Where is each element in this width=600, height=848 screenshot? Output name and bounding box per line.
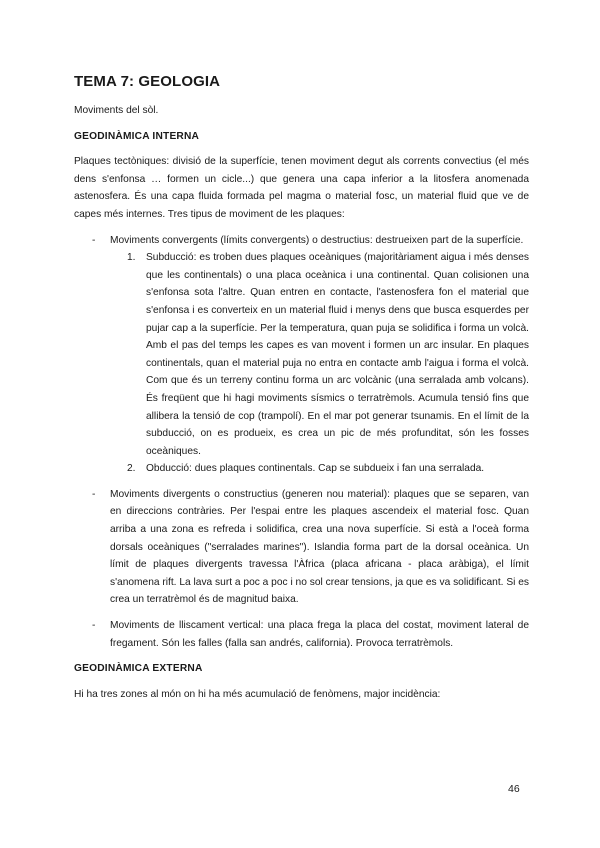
list-item-text: Moviments divergents o constructius (generen nou material): plaques que se separen, van en direccions contràries. Per l'espai entre les plaques ascendeix el material fosc. Quan arriba a una zona es refreda i solidifica, crea una nova superfície. Si està a l'oceà forma dorsals oceàniques ("serralades marines"). Islandia forma part de la dorsal oceànica. Un límit de plaques divergents travessa l'Àfrica (placa africana - placa aràbiga), el límit s'anomena rift. La lava surt a poc a poc i no sol crear tensions, ja que es va solidificant. Si es crea un terratrèmol és de magnitud baixa. <box>110 488 529 606</box>
sublist-item-obduction <box>110 460 529 478</box>
list-item-divergent <box>74 486 529 609</box>
sublist-item-text: Subducció: es troben dues plaques oceàniques (majoritàriament aigua i més denses que les continentals) o una placa oceànica i una continental. Quan colisionen una s'enfonsa sota l'altre. Quan entren en contacte, l'astenosfera fon el material que s'enfonsa i es converteix en un material fluid i menys dens que busca esquerdes per pujar cap a la superfície. Per la temperatura, quan puja se solidifica i forma un volcà. Amb el pas del temps les capes es van movent i formen un arc insular. En plaques continentals, quan el material puja no entra en contacte amb l'aigua i forma el volcà. Com que és un terreny continu forma un arc volcànic (una serralada amb volcans). És freqüent que hi hagi moviments sísmics o terratrèmols. Acumula tensió fins que allibera la tensió de cop (trampolí). En el mar pot generar tsunamis. En el límit de la subducció, on es produeix, es crea un pic de més profunditat, són les fosses oceàniques. <box>146 252 529 457</box>
list-item-text: Moviments de lliscament vertical: una placa frega la placa del costat, moviment lateral de fregament. Són les falles (falla san andrés, california). Provoca terratrèmols. <box>110 620 529 649</box>
movement-types-list <box>74 232 529 653</box>
number-marker: 2. <box>127 463 136 475</box>
list-item-transform <box>74 617 529 652</box>
number-marker: 1. <box>127 252 136 264</box>
external-intro-paragraph: Hi ha tres zones al món on hi ha més acumulació de fenòmens, major incidència: <box>74 688 441 700</box>
dash-bullet: - <box>92 488 96 500</box>
sublist-item-text: Obducció: dues plaques continentals. Cap se subdueix i fan una serralada. <box>146 463 485 475</box>
internal-intro-paragraph: Plaques tectòniques: divisió de la superfície, tenen moviment degut als corrents convectius (el més dens s'enfonsa … formen un cicle...) que genera una capa inferior a la litosfera anomenada astenosfera. És una capa fluida formada pel magma o material fosc, un material fluid que ve de capes més internes. Tres tipus de moviment de les plaques: <box>74 156 529 220</box>
page-title: TEMA 7: GEOLOGIA <box>74 73 221 90</box>
dash-bullet: - <box>92 620 96 632</box>
document-page <box>74 72 529 711</box>
section-heading-internal: GEODINÀMICA INTERNA <box>74 130 200 142</box>
convergent-sublist <box>110 249 529 478</box>
subtitle: Moviments del sòl. <box>74 105 159 116</box>
dash-bullet: - <box>92 234 96 246</box>
list-item-convergent <box>74 232 529 478</box>
page-number: 46 <box>508 783 520 795</box>
list-item-text: Moviments convergents (límits convergents) o destructius: destrueixen part de la superfície. <box>110 234 524 246</box>
sublist-item-subduction <box>110 249 529 460</box>
section-heading-external: GEODINÀMICA EXTERNA <box>74 663 203 675</box>
